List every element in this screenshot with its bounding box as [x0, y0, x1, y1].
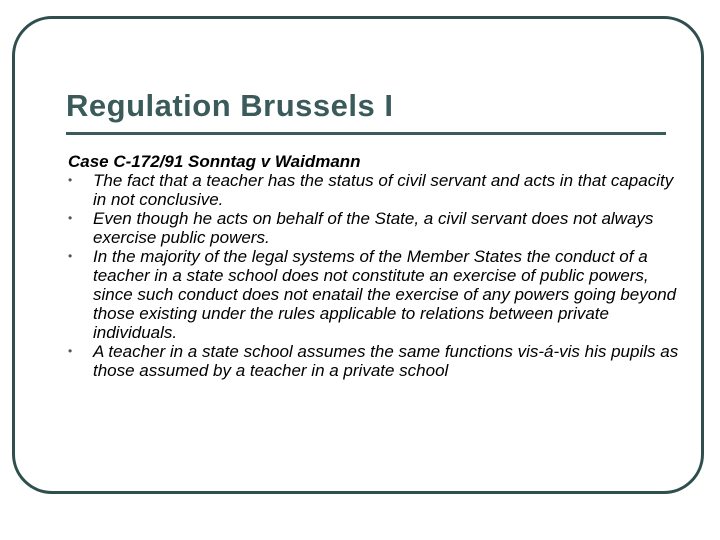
bullet-dot-icon: • — [68, 344, 73, 358]
bullet-text: A teacher in a state school assumes the same functions vis-á-vis his pupils as those assumed by a teacher in a private school — [93, 342, 679, 380]
bullet-text: The fact that a teacher has the status of civil servant and acts in that capacity in not conclusive. — [93, 171, 674, 209]
bullet-item — [68, 247, 688, 342]
bullet-dot-icon: • — [68, 173, 73, 187]
bullet-text: In the majority of the legal systems of the Member States the conduct of a teacher in a state school does not constitute an exercise of public powers, since such conduct does not enatail the exercise of any powers going beyond those existing under the rules applicable to relations between private individuals. — [93, 247, 677, 342]
case-heading: Case C-172/91 Sonntag v Waidmann — [68, 152, 361, 171]
bullet-item — [68, 171, 688, 209]
bullet-text: Even though he acts on behalf of the State, a civil servant does not always exercise public powers. — [93, 209, 654, 247]
bullet-dot-icon: • — [68, 211, 73, 225]
title-underline — [66, 132, 666, 135]
bullet-item — [68, 342, 688, 380]
bullet-list — [68, 171, 688, 380]
bullet-dot-icon: • — [68, 249, 73, 263]
slide-title: Regulation Brussels I — [66, 88, 394, 123]
bullet-item — [68, 209, 688, 247]
slide-body — [68, 152, 688, 380]
